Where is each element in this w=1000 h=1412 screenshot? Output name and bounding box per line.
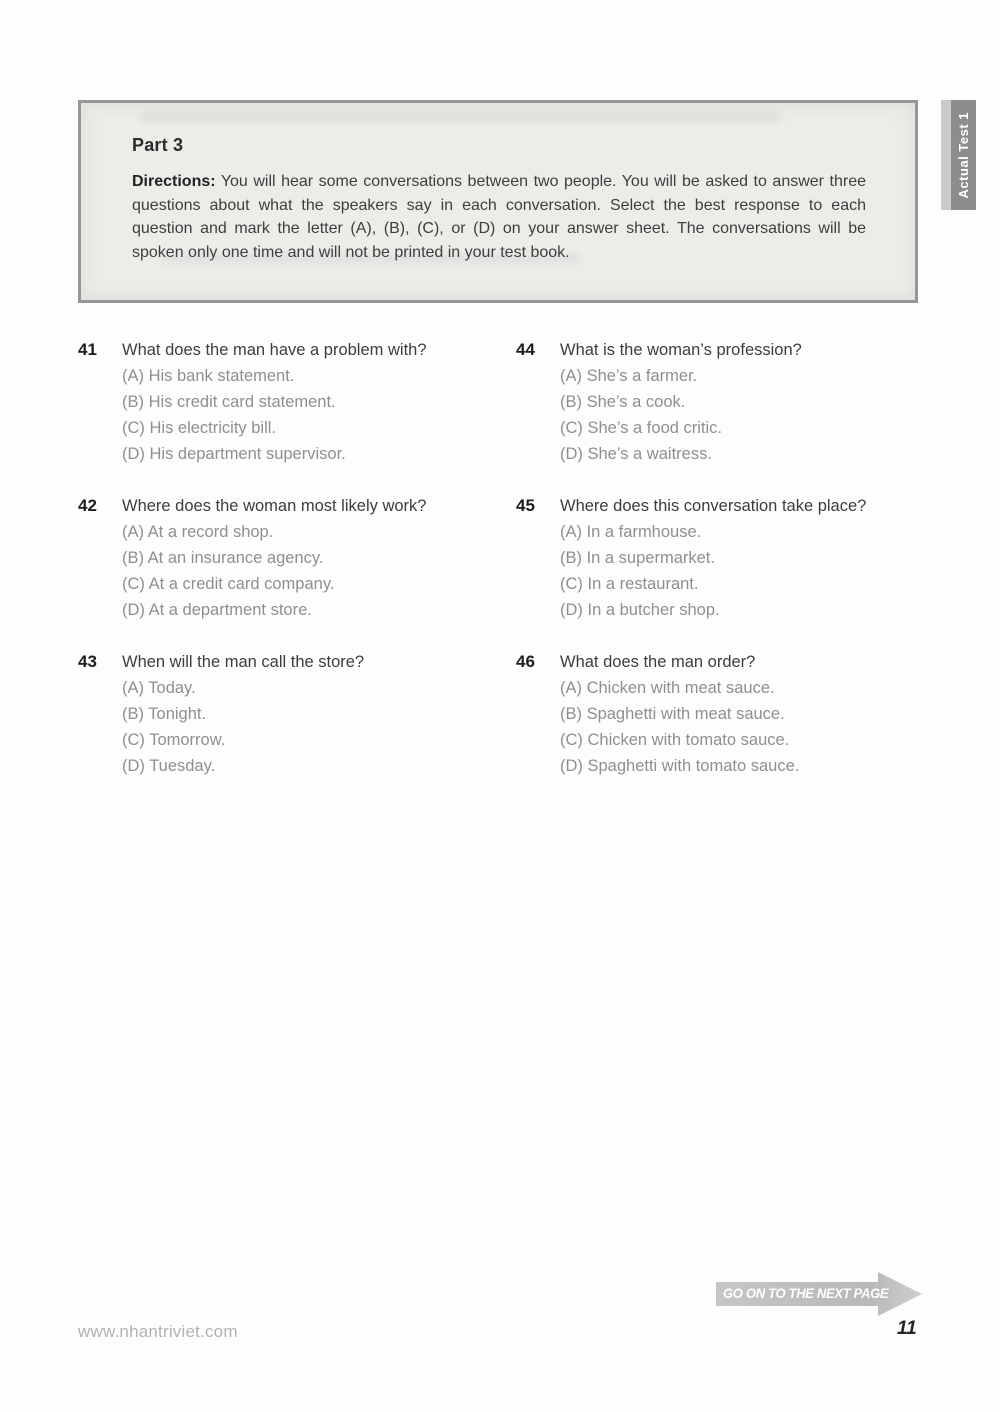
question-42 (78, 493, 510, 623)
option-b: (B) His credit card statement. (122, 393, 336, 411)
question-text: What does the man order? (560, 653, 756, 671)
question-head (516, 337, 956, 363)
option-c: (C) Tomorrow. (122, 731, 226, 749)
question-text: What is the woman’s profession? (560, 341, 802, 359)
option-a: (A) At a record shop. (122, 523, 274, 541)
question-text: Where does this conversation take place? (560, 497, 867, 515)
publisher-website: www.nhantriviet.com (78, 1322, 238, 1341)
option-a: (A) His bank statement. (122, 367, 295, 385)
question-options (560, 363, 956, 467)
option-c: (C) In a restaurant. (560, 575, 699, 593)
question-number: 42 (78, 496, 97, 515)
option-a: (A) She’s a farmer. (560, 367, 698, 385)
directions-label: Directions: (132, 173, 216, 190)
page-number: 11 (897, 1318, 917, 1339)
question-options (122, 519, 510, 623)
option-d: (D) His department supervisor. (122, 445, 346, 463)
question-number: 46 (516, 652, 535, 671)
option-a: (A) Chicken with meat sauce. (560, 679, 775, 697)
question-head (516, 649, 956, 675)
question-head (516, 493, 956, 519)
part-title: Part 3 (132, 135, 184, 155)
question-number: 43 (78, 652, 97, 671)
question-options (122, 675, 510, 779)
question-text: When will the man call the store? (122, 653, 365, 671)
go-on-label: GO ON TO THE NEXT PAGE (723, 1286, 889, 1301)
option-a: (A) Today. (122, 679, 196, 697)
tab-edge-strip (941, 100, 951, 210)
option-d: (D) Spaghetti with tomato sauce. (560, 757, 800, 775)
go-on-next-page-banner (716, 1272, 922, 1316)
question-46 (516, 649, 956, 779)
question-options (560, 519, 956, 623)
option-d: (D) In a butcher shop. (560, 601, 720, 619)
option-c: (C) She’s a food critic. (560, 419, 723, 437)
option-c: (C) Chicken with tomato sauce. (560, 731, 790, 749)
directions-box (78, 100, 918, 303)
tab-body (951, 100, 976, 210)
question-45 (516, 493, 956, 623)
directions-paragraph (132, 170, 866, 264)
question-options (122, 363, 510, 467)
option-c: (C) His electricity bill. (122, 419, 277, 437)
directions-body: You will hear some conversations between two people. You will be asked to answer three questions about what the speakers say in each conversation. Select the best response to each question and mark the letter (A), (B), (C), or (D) on your answer sheet. The conversations will be spoken only one time and will not be printed in your test book. (132, 173, 866, 261)
option-b: (B) Tonight. (122, 705, 207, 723)
bleed-through-smudge (141, 111, 781, 123)
question-text: Where does the woman most likely work? (122, 497, 427, 515)
question-head (78, 649, 510, 675)
question-head (78, 337, 510, 363)
option-b: (B) In a supermarket. (560, 549, 715, 567)
option-c: (C) At a credit card company. (122, 575, 335, 593)
option-b: (B) Spaghetti with meat sauce. (560, 705, 785, 723)
option-b: (B) She’s a cook. (560, 393, 686, 411)
option-d: (D) At a department store. (122, 601, 312, 619)
questions-right-column (516, 337, 956, 805)
question-text: What does the man have a problem with? (122, 341, 427, 359)
option-b: (B) At an insurance agency. (122, 549, 324, 567)
question-number: 45 (516, 496, 535, 515)
option-d: (D) She’s a waitress. (560, 445, 712, 463)
option-a: (A) In a farmhouse. (560, 523, 702, 541)
tab-label: Actual Test 1 (956, 111, 971, 199)
questions-left-column (78, 337, 510, 805)
question-head (78, 493, 510, 519)
question-44 (516, 337, 956, 467)
question-options (560, 675, 956, 779)
question-43 (78, 649, 510, 779)
question-41 (78, 337, 510, 467)
actual-test-tab (941, 100, 976, 210)
question-number: 41 (78, 340, 97, 359)
option-d: (D) Tuesday. (122, 757, 216, 775)
question-number: 44 (516, 340, 535, 359)
